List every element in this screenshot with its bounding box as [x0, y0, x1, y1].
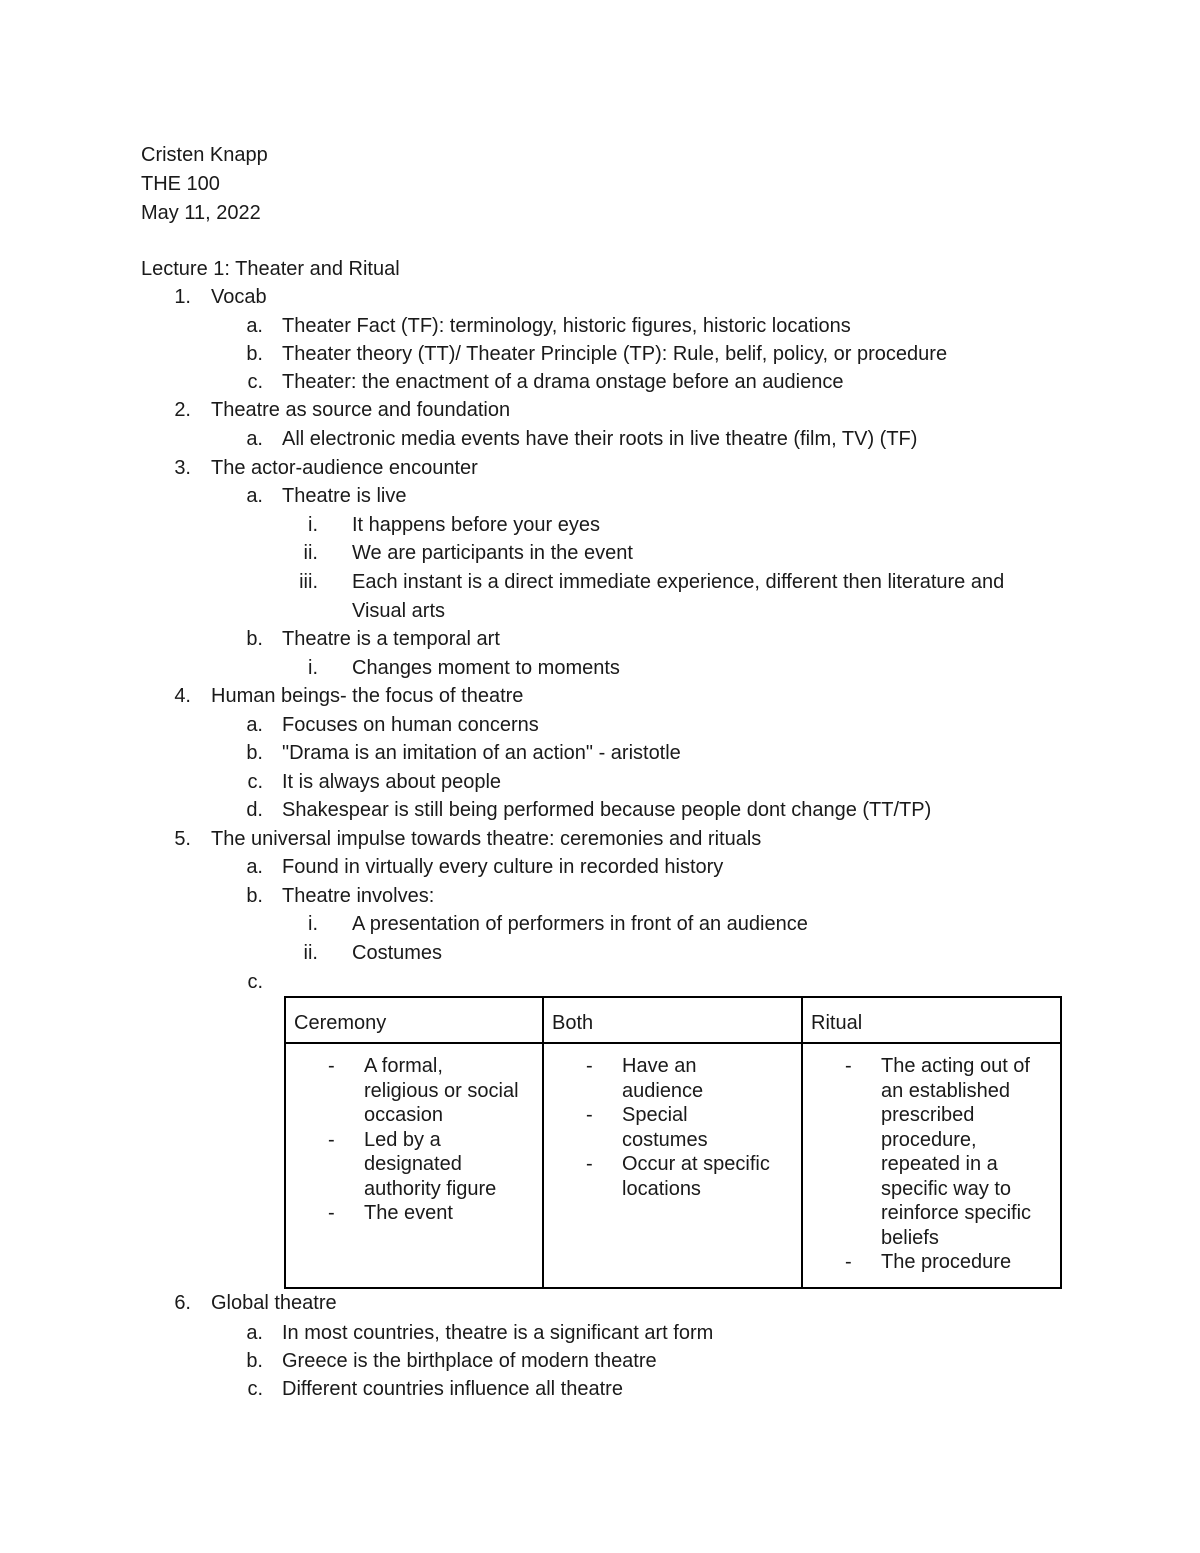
list-item-text: Changes moment to moments — [352, 657, 620, 679]
list-marker: 2. — [174, 399, 191, 421]
list-item-text: Greece is the birthplace of modern theatre — [282, 1350, 657, 1372]
list-marker: ii. — [303, 542, 318, 564]
list-marker: i. — [308, 514, 318, 536]
ceremony-item: - A formal, religious or social occasion — [364, 1054, 536, 1128]
list-marker: a. — [246, 428, 263, 450]
list-marker: c. — [247, 1378, 263, 1400]
list-item-text: Global theatre — [211, 1292, 337, 1314]
ritual-item: - The procedure — [881, 1250, 1054, 1275]
list-marker: iii. — [299, 571, 318, 593]
list-marker: a. — [246, 714, 263, 736]
list-marker: 4. — [174, 685, 191, 707]
list-item-text: Theater: the enactment of a drama onstage before an audience — [282, 371, 844, 393]
list-item-text: Found in virtually every culture in recorded history — [282, 856, 724, 878]
course-code: THE 100 — [141, 173, 220, 195]
list-item-text: Theatre is live — [282, 485, 407, 507]
list-marker: b. — [246, 1350, 263, 1372]
both-cell — [543, 1043, 802, 1288]
list-item-text: "Drama is an imitation of an action" - aristotle — [282, 742, 681, 764]
list-item-text: Focuses on human concerns — [282, 714, 539, 736]
list-item-text: Vocab — [211, 286, 267, 308]
list-item-text: We are participants in the event — [352, 542, 633, 564]
list-item-text: It is always about people — [282, 771, 502, 793]
list-item-text: The universal impulse towards theatre: ceremonies and rituals — [211, 828, 762, 850]
ritual-item: - The acting out of an established prescribed procedure, repeated in a specific way to reinforce specific beliefs — [881, 1054, 1054, 1250]
table-header-both: Both — [543, 997, 802, 1043]
document-date: May 11, 2022 — [141, 202, 261, 224]
list-item-text: A presentation of performers in front of an audience — [352, 913, 808, 935]
list-item-text: Costumes — [352, 942, 443, 964]
ritual-cell — [802, 1043, 1061, 1288]
list-item-text: Theatre is a temporal art — [282, 628, 500, 650]
list-marker: d. — [246, 799, 263, 821]
list-marker: 5. — [174, 828, 191, 850]
ceremony-item: - The event — [364, 1201, 536, 1226]
list-marker: 6. — [174, 1292, 191, 1314]
list-marker: b. — [246, 628, 263, 650]
list-marker: ii. — [303, 942, 318, 964]
ceremony-item: - Led by a designated authority figure — [364, 1128, 536, 1202]
list-marker: b. — [246, 343, 263, 365]
list-marker: a. — [246, 485, 263, 507]
list-marker: c. — [247, 971, 263, 993]
list-item-text: All electronic media events have their roots in live theatre (film, TV) (TF) — [282, 428, 918, 450]
list-marker: c. — [247, 771, 263, 793]
list-item-text: Shakespear is still being performed because people dont change (TT/TP) — [282, 799, 932, 821]
both-item: - Have an audience — [622, 1054, 795, 1103]
table-header-ritual: Ritual — [802, 997, 1061, 1043]
ritual-list — [803, 1054, 1054, 1275]
student-name: Cristen Knapp — [141, 144, 268, 166]
ceremony-list — [286, 1054, 536, 1226]
list-marker: b. — [246, 885, 263, 907]
list-marker: a. — [246, 315, 263, 337]
list-item-text: The actor-audience encounter — [211, 457, 478, 479]
table-header-ceremony: Ceremony — [285, 997, 543, 1043]
list-item-text: Theatre as source and foundation — [211, 399, 511, 421]
lecture-title: Lecture 1: Theater and Ritual — [141, 258, 400, 280]
list-item-text: Theater theory (TT)/ Theater Principle (TP): Rule, belif, policy, or procedure — [282, 343, 948, 365]
ceremony-ritual-table — [284, 996, 1062, 1289]
both-item: - Special costumes — [622, 1103, 795, 1152]
list-item-text: Each instant is a direct immediate experience, different then literature and — [352, 571, 1005, 593]
list-marker: c. — [247, 371, 263, 393]
list-item-text: Theater Fact (TF): terminology, historic figures, historic locations — [282, 315, 851, 337]
list-item-text: Theatre involves: — [282, 885, 435, 907]
list-item-text: Different countries influence all theatre — [282, 1378, 623, 1400]
list-marker: i. — [308, 657, 318, 679]
list-marker: b. — [246, 742, 263, 764]
table-body-row — [285, 1043, 1061, 1288]
list-marker: i. — [308, 913, 318, 935]
both-list — [544, 1054, 795, 1201]
list-item-text: Human beings- the focus of theatre — [211, 685, 524, 707]
ceremony-cell — [285, 1043, 543, 1288]
list-item-text: It happens before your eyes — [352, 514, 600, 536]
both-item: - Occur at specific locations — [622, 1152, 795, 1201]
list-marker: 3. — [174, 457, 191, 479]
table-header-row — [285, 997, 1061, 1043]
list-marker: 1. — [174, 286, 191, 308]
list-marker: a. — [246, 1322, 263, 1344]
list-item-text: Visual arts — [352, 600, 446, 622]
list-item-text: In most countries, theatre is a significant art form — [282, 1322, 714, 1344]
list-marker: a. — [246, 856, 263, 878]
